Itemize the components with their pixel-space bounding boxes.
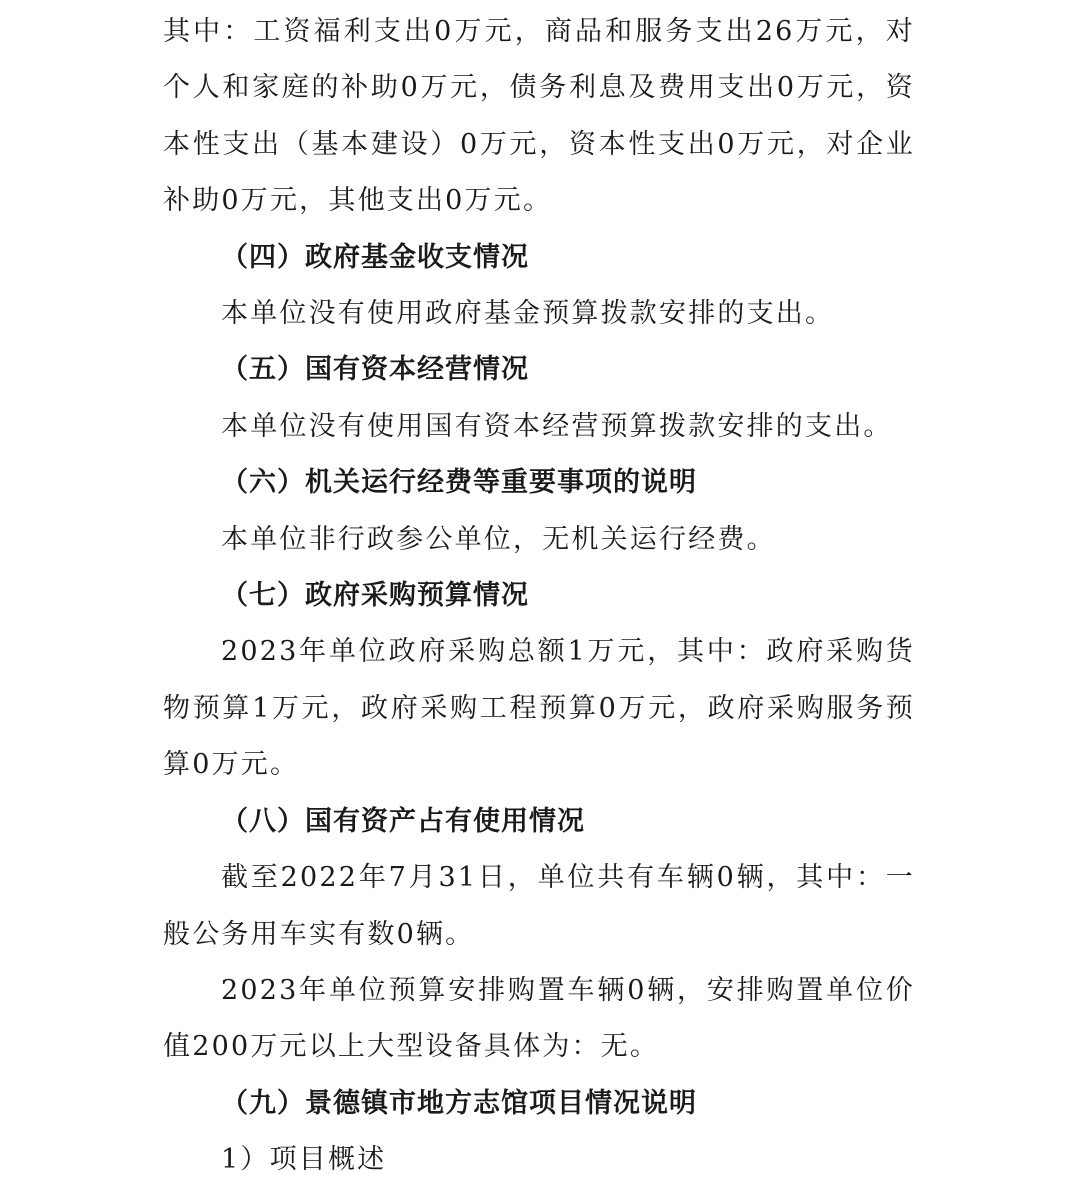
government-fund-paragraph: 本单位没有使用政府基金预算拨款安排的支出。 bbox=[221, 298, 835, 330]
equipment-paragraph: 2023年单位预算安排购置车辆0辆，安排购置单位价值200万元以上大型设备具体为：无。 bbox=[163, 974, 915, 1063]
section-heading-procurement: （七）政府采购预算情况 bbox=[221, 580, 529, 612]
section-heading-local-chronicles-project: （九）景德镇市地方志馆项目情况说明 bbox=[221, 1087, 697, 1119]
section-heading-state-assets: （八）国有资产占有使用情况 bbox=[221, 805, 585, 837]
section-heading-operating-expenses: （六）机关运行经费等重要事项的说明 bbox=[221, 467, 697, 499]
section-heading-government-fund: （四）政府基金收支情况 bbox=[221, 241, 529, 273]
section-heading-state-capital: （五）国有资本经营情况 bbox=[221, 354, 529, 386]
project-overview-item: 1）项目概述 bbox=[221, 1144, 387, 1176]
expenditure-breakdown-paragraph: 其中：工资福利支出0万元，商品和服务支出26万元，对个人和家庭的补助0万元，债务利息及费用支出0万元，资本性支出（基本建设）0万元，资本性支出0万元，对企业补助0万元，其他支出0万元。 bbox=[163, 16, 915, 217]
procurement-paragraph: 2023年单位政府采购总额1万元，其中：政府采购货物预算1万元，政府采购工程预算0万元，政府采购服务预算0万元。 bbox=[163, 636, 915, 781]
operating-expenses-paragraph: 本单位非行政参公单位，无机关运行经费。 bbox=[221, 523, 776, 555]
vehicles-paragraph: 截至2022年7月31日，单位共有车辆0辆，其中：一般公务用车实有数0辆。 bbox=[163, 862, 915, 950]
state-capital-paragraph: 本单位没有使用国有资本经营预算拨款安排的支出。 bbox=[221, 410, 893, 442]
document-page bbox=[163, 4, 915, 1189]
